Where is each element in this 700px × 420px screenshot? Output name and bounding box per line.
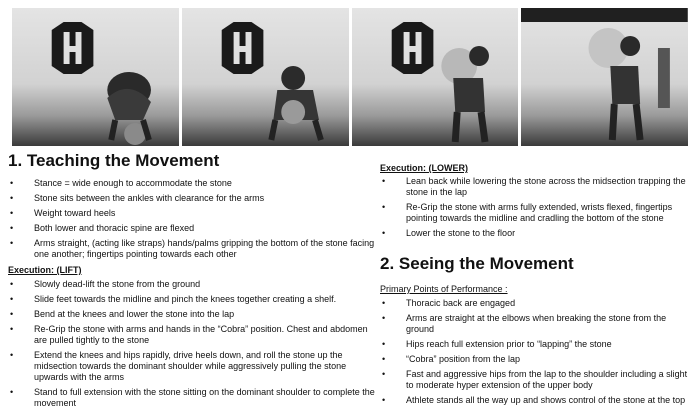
bullet-icon: • [10,294,14,304]
subheading-lower: Execution: (LOWER) [380,163,468,173]
list-item: • Hips reach full extension prior to “lapping” the stone [382,339,612,349]
list-item: • Slide feet towards the midline and pinch the knees together creating a shelf. [10,294,337,304]
list-item: • Athlete stands all the way up and shows control of the stone at the top [382,395,686,405]
list-item: • Bend at the knees and lower the stone into the lap [10,309,235,319]
photo-stone-on-shoulder [521,8,688,146]
bullet-icon: • [10,238,14,248]
lower-list [380,176,692,239]
bullet-icon: • [382,395,386,405]
list-item: • Arms straight, (acting like straps) hands/palms gripping the bottom of the stone facing one another; fingertips pointing towards each other [10,238,375,259]
section-heading-teaching: 1. Teaching the Movement [8,151,220,170]
list-item: • Re-Grip the stone with arms fully extended, wrists flexed, fingertips pointing towards the midline and cradling the bottom of the stone [382,202,673,223]
bullet-icon: • [10,208,14,218]
section-heading-seeing: 2. Seeing the Movement [380,254,574,273]
photo-deadlift-stone [12,8,179,146]
list-item: • Both lower and thoracic spine are flexed [10,223,195,233]
photo-lap-stone [182,8,349,146]
bullet-icon: • [10,279,14,289]
bullet-icon: • [10,350,14,360]
photo-strip [12,8,688,146]
subheading-lift: Execution: (LIFT) [8,265,82,275]
list-item: • Thoracic back are engaged [382,298,516,308]
list-item: • Lean back while lowering the stone across the midsection trapping the stone in the lap [382,176,686,197]
list-item: • Stand to full extension with the stone sitting on the dominant shoulder to complete the movement [10,387,375,408]
setup-list [8,178,376,260]
bullet-icon: • [10,178,14,188]
bullet-icon: • [10,309,14,319]
left-column [8,150,376,413]
bullet-icon: • [382,339,386,349]
list-item: • Weight toward heels [10,208,116,218]
bullet-icon: • [382,176,386,186]
bullet-icon: • [382,313,386,323]
list-item: • Fast and aggressive hips from the lap to the shoulder including a slight to moderate hyper extension of the upper body [382,369,688,390]
list-item: • Extend the knees and hips rapidly, drive heels down, and roll the stone up the midsection towards the dominant shoulder while aggressively pulling the stone upwards with the arms [10,350,347,382]
list-item: • Arms are straight at the elbows when breaking the stone from the ground [382,313,667,334]
list-item: • Re-Grip the stone with arms and hands in the “Cobra” position. Chest and abdomen are pulled tightly to the stone [10,324,368,345]
bullet-icon: • [382,369,386,379]
subheading-primary-points: Primary Points of Performance : [380,284,508,294]
bullet-icon: • [10,387,14,397]
list-item: • Slowly dead-lift the stone from the ground [10,279,201,289]
list-item: • Stone sits between the ankles with clearance for the arms [10,193,265,203]
bullet-icon: • [382,354,386,364]
bullet-icon: • [10,223,14,233]
list-item: • “Cobra” position from the lap [382,354,521,364]
primary-points-list [380,298,692,406]
photo-extend-hips [352,8,519,146]
bullet-icon: • [382,298,386,308]
bullet-icon: • [382,202,386,212]
lift-list [8,279,376,409]
bullet-icon: • [382,228,386,238]
list-item: • Lower the stone to the floor [382,228,516,238]
bullet-icon: • [10,193,14,203]
bullet-icon: • [10,324,14,334]
list-item: • Stance = wide enough to accommodate the stone [10,178,232,188]
right-column [380,162,692,410]
